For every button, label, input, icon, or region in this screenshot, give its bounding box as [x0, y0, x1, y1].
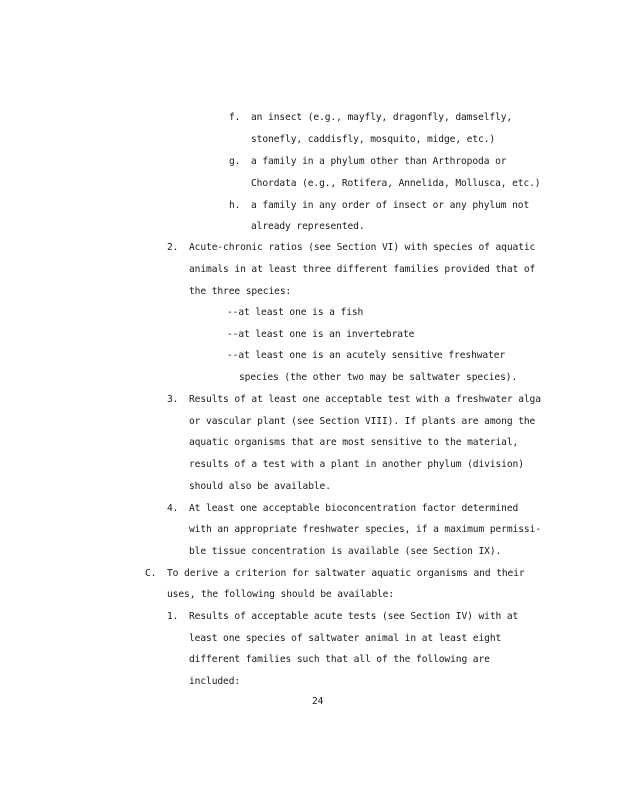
item-1-line-3: different families such that all of the following are [189, 654, 490, 665]
item-2-line-2: animals in at least three different families provided that of [189, 264, 536, 275]
item-label-2: 2. [167, 242, 179, 253]
dash-item-fish: --at least one is a fish [227, 307, 364, 318]
item-label-f: f. [229, 112, 241, 123]
item-3-line-4: results of a test with a plant in another phylum (division) [189, 459, 524, 470]
item-2-line-3: the three species: [189, 286, 292, 297]
item-label-1: 1. [167, 611, 179, 622]
item-f-line-1: an insect (e.g., mayfly, dragonfly, damselfly, [251, 112, 513, 123]
section-label-c: C. [145, 568, 157, 579]
item-3-line-5: should also be available. [189, 481, 331, 492]
item-g-line-1: a family in a phylum other than Arthropoda or [251, 156, 507, 167]
item-1-line-2: least one species of saltwater animal in at least eight [189, 633, 502, 644]
item-f-line-2: stonefly, caddisfly, mosquito, midge, etc.) [251, 134, 496, 145]
item-4-line-3: ble tissue concentration is available (see Section IX). [189, 546, 502, 557]
item-label-4: 4. [167, 503, 179, 514]
item-4-line-1: At least one acceptable bioconcentration factor determined [189, 503, 519, 514]
item-label-g: g. [229, 156, 241, 167]
item-h-line-2: already represented. [251, 221, 365, 232]
dash-item-freshwater: --at least one is an acutely sensitive freshwater [227, 350, 506, 361]
item-3-line-3: aquatic organisms that are most sensitive to the material, [189, 437, 519, 448]
item-1-line-4: included: [189, 676, 241, 687]
item-4-line-2: with an appropriate freshwater species, if a maximum permissi- [189, 524, 541, 535]
item-2-line-1: Acute-chronic ratios (see Section VI) with species of aquatic [189, 242, 536, 253]
item-h-line-1: a family in any order of insect or any phylum not [251, 200, 530, 211]
item-3-line-2: or vascular plant (see Section VIII). If plants are among the [189, 416, 536, 427]
dash-item-invertebrate: --at least one is an invertebrate [227, 329, 415, 340]
section-c-line-1: To derive a criterion for saltwater aquatic organisms and their [167, 568, 525, 579]
item-1-line-1: Results of acceptable acute tests (see Section IV) with at [189, 611, 519, 622]
dash-item-continuation: species (the other two may be saltwater species). [239, 372, 518, 383]
item-label-3: 3. [167, 394, 179, 405]
item-g-line-2: Chordata (e.g., Rotifera, Annelida, Mollusca, etc.) [251, 178, 541, 189]
page-number: 24 [312, 696, 324, 707]
item-3-line-1: Results of at least one acceptable test with a freshwater alga [189, 394, 541, 405]
item-label-h: h. [229, 200, 241, 211]
section-c-line-2: uses, the following should be available: [167, 589, 395, 600]
